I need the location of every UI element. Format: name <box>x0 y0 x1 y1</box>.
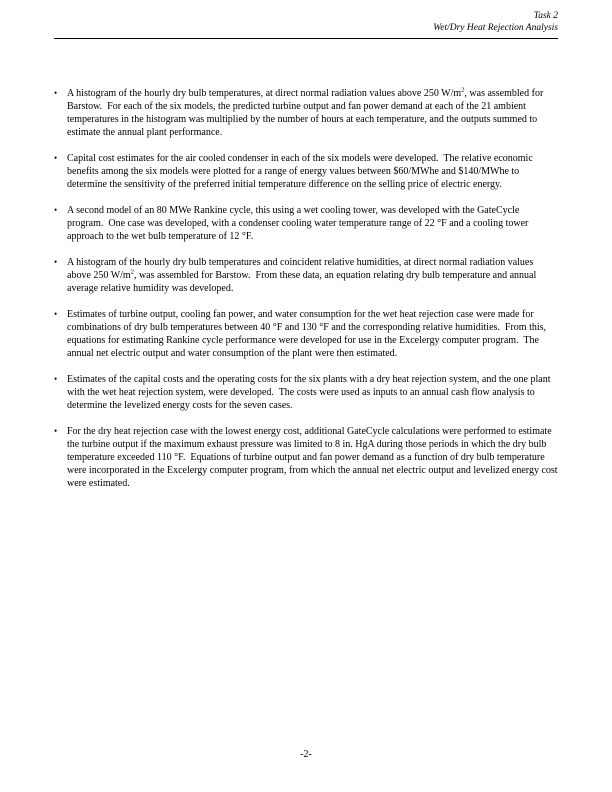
bullet-item <box>54 256 558 295</box>
bullet-item <box>54 373 558 412</box>
bullet-marker: • <box>54 309 58 319</box>
bullet-marker: • <box>54 374 58 384</box>
header-document-title: Wet/Dry Heat Rejection Analysis <box>433 23 558 33</box>
bullet-text: A histogram of the hourly dry bulb temperatures and coincident relative humidities, at direct normal radiation values above 250 $W/m^2$, was assembled for Barstow. From these data, an equation relating dry bulb temperature and annual average relative humidity was developed. <box>67 257 539 294</box>
header-task-label: Task 2 <box>533 11 558 21</box>
superscript: 2 <box>130 268 134 276</box>
bullet-text: A histogram of the hourly dry bulb temperatures, at direct normal radiation values above 250 $W/m^2$, was assembled for Barstow. For each of the six models, the predicted turbine output and fan power demand at each of the 21 ambient temperatures in the histogram was multiplied by the number of hours at each temperature, and the outputs summed to estimate the annual plant performance. <box>67 86 546 138</box>
bullet-marker: • <box>54 257 58 267</box>
bullet-item <box>54 152 558 191</box>
bullet-item <box>54 204 558 243</box>
bullet-text: A second model of an 80 MWe Rankine cycle, this using a wet cooling tower, was developed with the GateCycle program. One case was developed, with a condenser cooling water temperature range of 22 °F and a cooling tower approach to the wet bulb temperature of 12 °F. <box>67 205 531 242</box>
bullet-item <box>54 308 558 360</box>
bullet-marker: • <box>54 205 58 215</box>
bullet-marker: • <box>54 153 58 163</box>
bullet-list <box>54 86 561 490</box>
superscript: 2 <box>461 86 465 94</box>
page-footer <box>0 749 612 760</box>
page-header <box>54 10 558 34</box>
bullet-text: Estimates of turbine output, cooling fan power, and water consumption for the wet heat rejection case were made for combinations of dry bulb temperatures between 40 °F and 130 °F and the corresponding relative humidities. From this, equations for estimating Rankine cycle performance were developed for use in the Excelergy computer program. The annual net electric output and water consumption of the plant were then estimated. <box>67 309 549 359</box>
bullet-marker: • <box>54 88 58 98</box>
header-rule <box>54 38 558 39</box>
bullet-text: Estimates of the capital costs and the operating costs for the six plants with a dry heat rejection system, and the one plant with the wet heat rejection system, were developed. The costs were used as inputs to an annual cash flow analysis to determine the levelized energy costs for the seven cases. <box>67 374 553 411</box>
bullet-marker: • <box>54 426 58 436</box>
bullet-text: For the dry heat rejection case with the lowest energy cost, additional GateCycle calculations were performed to estimate the turbine output if the maximum exhaust pressure was limited to 8 in. HgA during those periods in which the dry bulb temperature exceeded 110 °F. Equations of turbine output and fan power demand as a function of dry bulb temperature were incorporated in the Excelergy computer program, from which the annual net electric output and levelized energy cost were estimated. <box>67 426 561 489</box>
page-number: -2- <box>300 749 312 760</box>
bullet-item <box>54 425 561 490</box>
bullet-item <box>54 87 558 139</box>
bullet-text: Capital cost estimates for the air cooled condenser in each of the six models were developed. The relative economic benefits among the six models were plotted for a range of energy values between $60/MWhe and $140/MWhe to determine the sensitivity of the preferred initial temperature difference on the selling price of electric energy. <box>67 153 536 190</box>
